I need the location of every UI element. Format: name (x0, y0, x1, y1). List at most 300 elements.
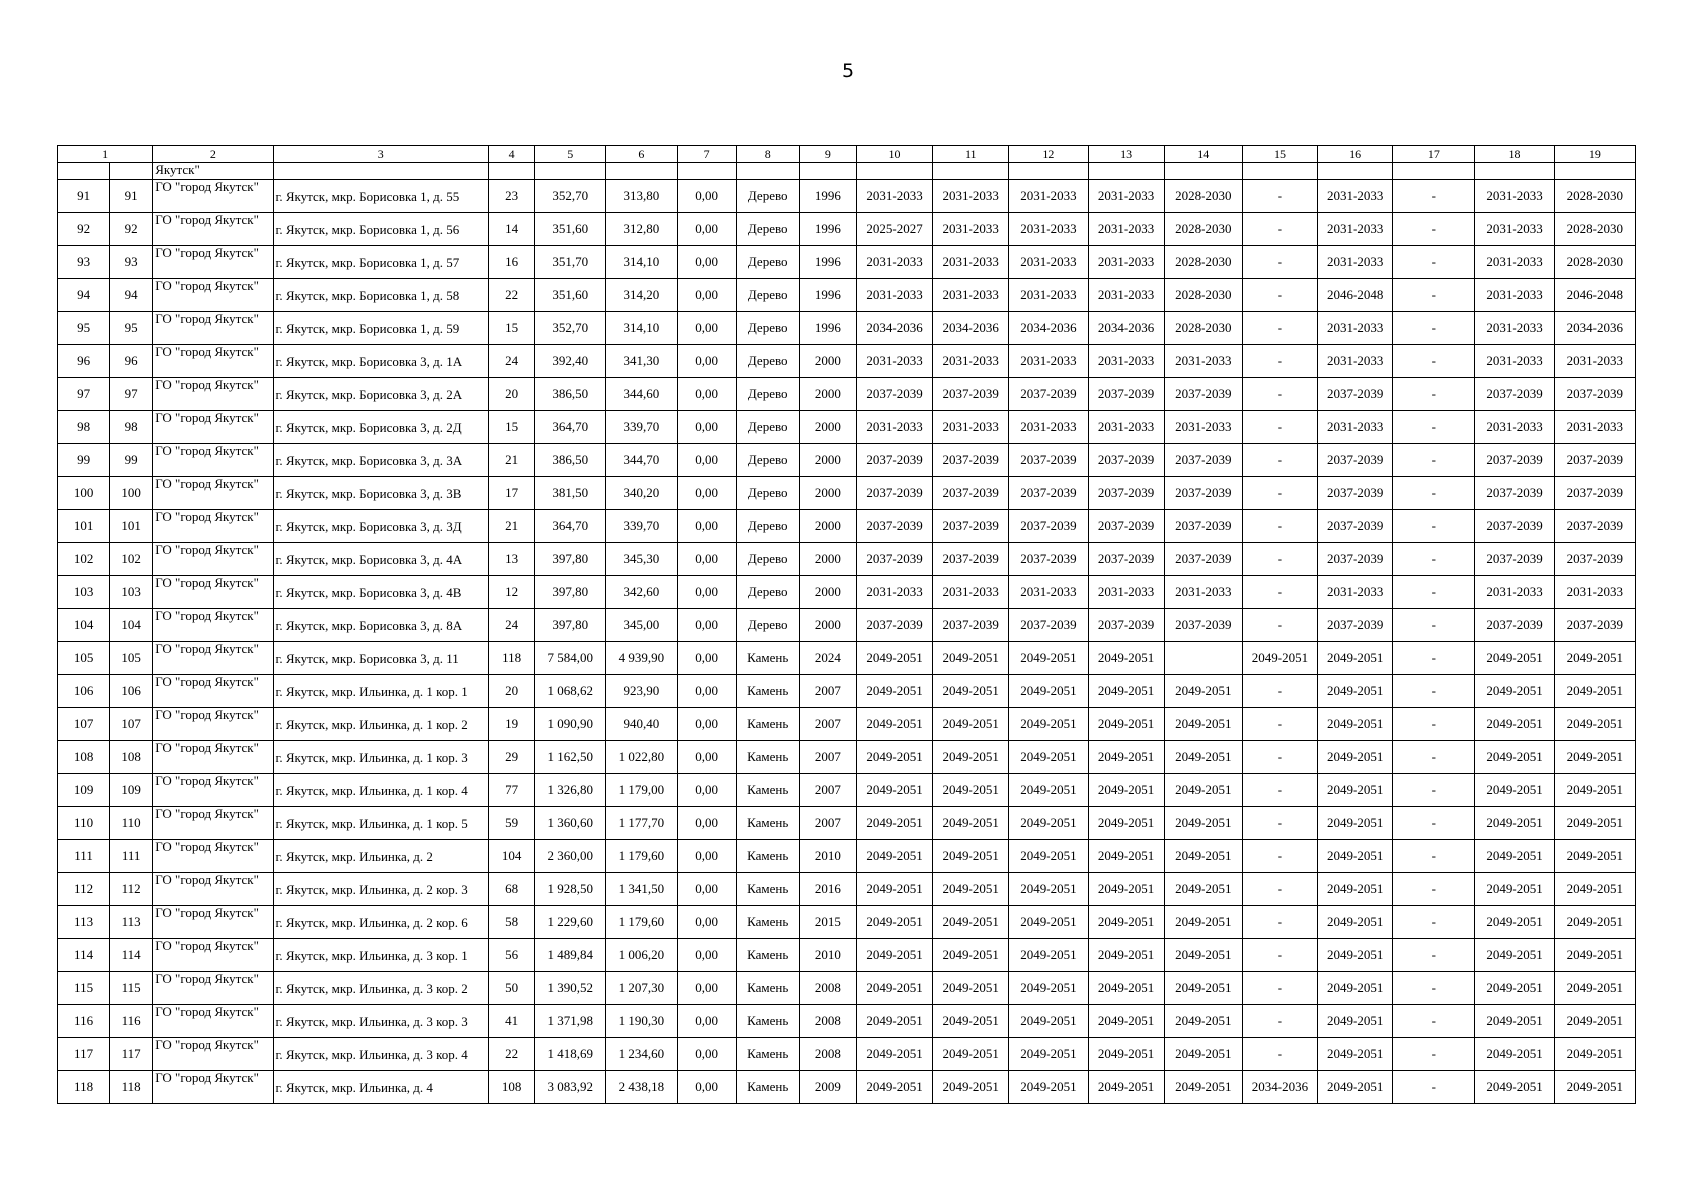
table-cell: 2037-2039 (1088, 477, 1164, 510)
table-cell: 345,00 (606, 609, 677, 642)
table-cell: 0,00 (677, 840, 736, 873)
table-cell: 2049-2051 (1088, 906, 1164, 939)
table-cell: 2031-2033 (1009, 213, 1088, 246)
table-cell: 2049-2051 (1009, 906, 1088, 939)
table-cell: 2031-2033 (1164, 411, 1242, 444)
table-cell: 2049-2051 (1554, 939, 1635, 972)
table-cell: 2037-2039 (1475, 477, 1554, 510)
table-cell: 2049-2051 (856, 774, 932, 807)
table-cell: 1 489,84 (535, 939, 606, 972)
table-cell: ГО "город Якутск" (153, 774, 273, 807)
table-cell: - (1393, 1038, 1475, 1071)
table-cell: 2049-2051 (1475, 774, 1554, 807)
table-cell: 2031-2033 (1318, 411, 1393, 444)
table-cell: - (1242, 840, 1317, 873)
table-cell: 2037-2039 (1318, 477, 1393, 510)
table-cell: Дерево (736, 345, 799, 378)
table-cell: ГО "город Якутск" (153, 576, 273, 609)
table-row (58, 906, 1636, 939)
table-cell: 2037-2039 (856, 444, 932, 477)
table-row (58, 741, 1636, 774)
table-cell: 2031-2033 (933, 213, 1009, 246)
table-cell: 339,70 (606, 411, 677, 444)
table-cell: - (1242, 213, 1317, 246)
table-cell: 2049-2051 (1088, 1071, 1164, 1104)
table-cell: 0,00 (677, 213, 736, 246)
table-cell: 2028-2030 (1554, 180, 1635, 213)
table-cell: 2000 (799, 444, 856, 477)
table-cell: 2037-2039 (1009, 444, 1088, 477)
table-cell: г. Якутск, мкр. Ильинка, д. 2 (273, 840, 489, 873)
table-cell: - (1393, 477, 1475, 510)
table-cell: 341,30 (606, 345, 677, 378)
header-cell: 15 (1242, 146, 1317, 163)
table-cell: 99 (58, 444, 110, 477)
header-cell: 13 (1088, 146, 1164, 163)
table-cell: 102 (58, 543, 110, 576)
table-cell: 312,80 (606, 213, 677, 246)
table-cell: 2049-2051 (1242, 642, 1317, 675)
table-cell: 2049-2051 (1009, 972, 1088, 1005)
table-cell: 2031-2033 (1554, 576, 1635, 609)
table-cell: 2031-2033 (1164, 576, 1242, 609)
table-cell: 17 (489, 477, 535, 510)
table-cell: ГО "город Якутск" (153, 378, 273, 411)
table-cell: Якутск" (153, 163, 273, 180)
table-cell (1318, 163, 1393, 180)
table-cell: Дерево (736, 279, 799, 312)
table-cell: 2049-2051 (1475, 1005, 1554, 1038)
table-cell: - (1393, 345, 1475, 378)
table-cell: ГО "город Якутск" (153, 972, 273, 1005)
table-cell: 381,50 (535, 477, 606, 510)
table-cell: Камень (736, 675, 799, 708)
table-cell: 0,00 (677, 411, 736, 444)
page-number: 5 (841, 60, 855, 82)
table-cell: Камень (736, 774, 799, 807)
table-cell: 2049-2051 (1318, 939, 1393, 972)
table-cell: 68 (489, 873, 535, 906)
table-cell (856, 163, 932, 180)
table-cell: ГО "город Якутск" (153, 840, 273, 873)
table-cell: ГО "город Якутск" (153, 510, 273, 543)
table-cell: 2049-2051 (1088, 939, 1164, 972)
table-cell: ГО "город Якутск" (153, 411, 273, 444)
table-cell (1475, 163, 1554, 180)
table-cell: 2037-2039 (933, 378, 1009, 411)
table-cell: - (1242, 378, 1317, 411)
table-cell: 24 (489, 609, 535, 642)
table-cell: 96 (110, 345, 153, 378)
table-cell: 2007 (799, 774, 856, 807)
table-cell: 91 (110, 180, 153, 213)
table-cell: 2037-2039 (1554, 378, 1635, 411)
table-cell: 2034-2036 (1242, 1071, 1317, 1104)
table-cell: 2 360,00 (535, 840, 606, 873)
table-cell: 2037-2039 (1554, 477, 1635, 510)
table-cell (606, 163, 677, 180)
table-cell: - (1393, 675, 1475, 708)
table-cell: 2049-2051 (1164, 807, 1242, 840)
table-cell: 2000 (799, 609, 856, 642)
table-cell: 2049-2051 (1164, 741, 1242, 774)
table-cell: 2049-2051 (1318, 1005, 1393, 1038)
table-cell: г. Якутск, мкр. Ильинка, д. 4 (273, 1071, 489, 1104)
table-cell: 2049-2051 (933, 972, 1009, 1005)
table-cell: - (1242, 741, 1317, 774)
table-cell: 0,00 (677, 510, 736, 543)
header-cell: 7 (677, 146, 736, 163)
table-cell: 117 (58, 1038, 110, 1071)
table-cell: - (1393, 246, 1475, 279)
table-cell: 0,00 (677, 774, 736, 807)
table-cell: 2049-2051 (1164, 1038, 1242, 1071)
table-cell: 2028-2030 (1164, 180, 1242, 213)
table-cell: ГО "город Якутск" (153, 1071, 273, 1104)
table-cell (736, 163, 799, 180)
table-cell: 2049-2051 (1554, 741, 1635, 774)
table-cell: Дерево (736, 477, 799, 510)
table-cell: 2037-2039 (856, 543, 932, 576)
table-body (58, 146, 1636, 1104)
table-cell: 314,10 (606, 246, 677, 279)
table-cell: 0,00 (677, 312, 736, 345)
table-cell: Дерево (736, 543, 799, 576)
table-cell: 2049-2051 (1088, 1005, 1164, 1038)
table-cell: 2037-2039 (1554, 543, 1635, 576)
table-cell: 2049-2051 (1475, 708, 1554, 741)
table-cell: г. Якутск, мкр. Ильинка, д. 1 кор. 2 (273, 708, 489, 741)
table-cell: г. Якутск, мкр. Борисовка 1, д. 57 (273, 246, 489, 279)
table-cell: 2031-2033 (1475, 411, 1554, 444)
table-cell: 2008 (799, 972, 856, 1005)
table-cell: 1 006,20 (606, 939, 677, 972)
table-cell: Камень (736, 873, 799, 906)
table-cell: 0,00 (677, 345, 736, 378)
data-table (57, 145, 1636, 1104)
table-cell: 2015 (799, 906, 856, 939)
table-cell: 2007 (799, 807, 856, 840)
table-cell: 2037-2039 (1475, 378, 1554, 411)
table-cell: 2049-2051 (1318, 1038, 1393, 1071)
table-cell: 2031-2033 (933, 411, 1009, 444)
table-cell: 1 234,60 (606, 1038, 677, 1071)
table-cell: г. Якутск, мкр. Ильинка, д. 3 кор. 2 (273, 972, 489, 1005)
header-cell: 12 (1009, 146, 1088, 163)
table-cell: 2037-2039 (1554, 510, 1635, 543)
table-cell: 97 (110, 378, 153, 411)
table-cell: 0,00 (677, 642, 736, 675)
table-cell: 1 179,00 (606, 774, 677, 807)
table-cell: 20 (489, 675, 535, 708)
table-cell: ГО "город Якутск" (153, 939, 273, 972)
table-cell: г. Якутск, мкр. Ильинка, д. 1 кор. 3 (273, 741, 489, 774)
table-cell: 313,80 (606, 180, 677, 213)
table-row (58, 411, 1636, 444)
table-cell: 342,60 (606, 576, 677, 609)
table-cell: Дерево (736, 609, 799, 642)
table-cell: 1 190,30 (606, 1005, 677, 1038)
table-cell: 2008 (799, 1038, 856, 1071)
table-cell: 0,00 (677, 675, 736, 708)
table-cell: 2028-2030 (1164, 279, 1242, 312)
table-cell: 2049-2051 (933, 774, 1009, 807)
table-cell: - (1393, 378, 1475, 411)
table-cell: 2000 (799, 411, 856, 444)
table-cell: 2049-2051 (1318, 873, 1393, 906)
table-cell: 58 (489, 906, 535, 939)
table-cell: 0,00 (677, 906, 736, 939)
table-cell: 101 (110, 510, 153, 543)
table-cell: ГО "город Якутск" (153, 345, 273, 378)
table-cell: 2037-2039 (933, 609, 1009, 642)
table-cell: 2031-2033 (1475, 180, 1554, 213)
table-cell: 2028-2030 (1164, 246, 1242, 279)
table-cell: 2037-2039 (1164, 477, 1242, 510)
table-cell: 2031-2033 (1475, 576, 1554, 609)
table-cell: г. Якутск, мкр. Борисовка 3, д. 2А (273, 378, 489, 411)
table-cell: 2049-2051 (1475, 1038, 1554, 1071)
table-cell: 2031-2033 (856, 180, 932, 213)
table-cell: 2031-2033 (1088, 576, 1164, 609)
table-cell: 106 (110, 675, 153, 708)
table-cell: 2049-2051 (1088, 840, 1164, 873)
table-cell: - (1393, 906, 1475, 939)
table-cell: - (1242, 180, 1317, 213)
table-cell: 351,60 (535, 213, 606, 246)
table-cell: Камень (736, 807, 799, 840)
table-cell: г. Якутск, мкр. Ильинка, д. 3 кор. 4 (273, 1038, 489, 1071)
table-cell: 94 (110, 279, 153, 312)
table-cell: 16 (489, 246, 535, 279)
table-cell: - (1393, 708, 1475, 741)
table-cell: 108 (58, 741, 110, 774)
table-cell: - (1242, 873, 1317, 906)
table-cell: 2031-2033 (856, 345, 932, 378)
table-cell: 0,00 (677, 378, 736, 411)
table-cell: 2031-2033 (933, 246, 1009, 279)
table-cell: - (1242, 807, 1317, 840)
table-cell: 2049-2051 (1318, 840, 1393, 873)
table-cell: 2049-2051 (1318, 906, 1393, 939)
table-cell: 2037-2039 (1088, 543, 1164, 576)
table-cell: 118 (110, 1071, 153, 1104)
table-cell: 2009 (799, 1071, 856, 1104)
continuation-row (58, 163, 1636, 180)
table-cell: 923,90 (606, 675, 677, 708)
header-cell: 8 (736, 146, 799, 163)
table-cell: 2049-2051 (1164, 708, 1242, 741)
table-cell: - (1393, 444, 1475, 477)
table-cell: 2049-2051 (1475, 807, 1554, 840)
table-cell: 397,80 (535, 609, 606, 642)
table-cell: 2037-2039 (1318, 609, 1393, 642)
table-cell: 2031-2033 (856, 411, 932, 444)
table-cell: 98 (58, 411, 110, 444)
table-cell: 2010 (799, 840, 856, 873)
table-cell: 2049-2051 (1318, 774, 1393, 807)
table-cell: 104 (489, 840, 535, 873)
table-cell: 2037-2039 (1475, 609, 1554, 642)
table-cell: г. Якутск, мкр. Ильинка, д. 3 кор. 3 (273, 1005, 489, 1038)
header-cell: 16 (1318, 146, 1393, 163)
table-row (58, 972, 1636, 1005)
table-cell: 364,70 (535, 411, 606, 444)
table-cell: 340,20 (606, 477, 677, 510)
table-cell: 0,00 (677, 939, 736, 972)
table-cell: 111 (58, 840, 110, 873)
table-cell: 2037-2039 (1088, 609, 1164, 642)
table-row (58, 312, 1636, 345)
table-cell: Дерево (736, 312, 799, 345)
header-cell: 11 (933, 146, 1009, 163)
table-cell: 2049-2051 (1164, 972, 1242, 1005)
table-cell: г. Якутск, мкр. Борисовка 1, д. 58 (273, 279, 489, 312)
table-cell: 2031-2033 (1475, 246, 1554, 279)
table-cell: 2049-2051 (856, 708, 932, 741)
table-cell: 2049-2051 (1009, 708, 1088, 741)
table-cell (1164, 163, 1242, 180)
table-cell: 2049-2051 (1009, 741, 1088, 774)
table-cell: г. Якутск, мкр. Борисовка 1, д. 59 (273, 312, 489, 345)
table-cell: - (1242, 477, 1317, 510)
table-cell: 2037-2039 (933, 444, 1009, 477)
table-cell: - (1242, 675, 1317, 708)
table-cell (1242, 163, 1317, 180)
table-cell: 2031-2033 (1475, 345, 1554, 378)
table-cell: 101 (58, 510, 110, 543)
table-row (58, 576, 1636, 609)
table-cell: 2049-2051 (933, 642, 1009, 675)
table-cell: 0,00 (677, 873, 736, 906)
table-cell (799, 163, 856, 180)
table-cell: 2049-2051 (1318, 807, 1393, 840)
table-cell: 2049-2051 (1475, 972, 1554, 1005)
table-cell: 314,20 (606, 279, 677, 312)
table-cell: Камень (736, 1071, 799, 1104)
table-cell: 2049-2051 (1164, 675, 1242, 708)
table-cell: 2049-2051 (856, 675, 932, 708)
table-cell: 2037-2039 (1318, 444, 1393, 477)
table-cell: 2049-2051 (856, 1005, 932, 1038)
table-cell: 2031-2033 (856, 246, 932, 279)
table-cell: 0,00 (677, 807, 736, 840)
table-cell: 2049-2051 (856, 741, 932, 774)
table-cell: - (1393, 774, 1475, 807)
table-cell: 12 (489, 576, 535, 609)
table-cell (58, 163, 110, 180)
table-cell: 0,00 (677, 972, 736, 1005)
table-cell: 2049-2051 (1164, 774, 1242, 807)
table-cell: 13 (489, 543, 535, 576)
table-cell: - (1393, 642, 1475, 675)
table-cell: ГО "город Якутск" (153, 708, 273, 741)
table-cell: 2049-2051 (1554, 906, 1635, 939)
table-cell: 2037-2039 (1088, 510, 1164, 543)
table-cell: 2037-2039 (1475, 444, 1554, 477)
table-cell: 2037-2039 (1164, 543, 1242, 576)
header-cell: 18 (1475, 146, 1554, 163)
table-cell: - (1242, 279, 1317, 312)
table-cell: ГО "город Якутск" (153, 642, 273, 675)
table-cell: 95 (58, 312, 110, 345)
table-cell: 116 (110, 1005, 153, 1038)
table-cell: 108 (110, 741, 153, 774)
table-cell: - (1242, 246, 1317, 279)
table-cell: 2031-2033 (1318, 576, 1393, 609)
table-cell: 2049-2051 (933, 873, 1009, 906)
table-cell: 2049-2051 (1554, 642, 1635, 675)
table-cell: 2049-2051 (1475, 675, 1554, 708)
table-cell: - (1393, 180, 1475, 213)
table-cell: ГО "город Якутск" (153, 543, 273, 576)
table-cell: 386,50 (535, 444, 606, 477)
table-cell: 2000 (799, 576, 856, 609)
table-cell: 2037-2039 (1318, 510, 1393, 543)
table-cell: 2037-2039 (1318, 543, 1393, 576)
table-cell: 2049-2051 (1554, 774, 1635, 807)
table-cell: 2049-2051 (1088, 1038, 1164, 1071)
table-cell: 110 (110, 807, 153, 840)
table-cell: 2049-2051 (1318, 642, 1393, 675)
table-cell: Камень (736, 708, 799, 741)
table-cell: 112 (110, 873, 153, 906)
table-cell: 94 (58, 279, 110, 312)
table-cell: 1996 (799, 213, 856, 246)
table-cell: 23 (489, 180, 535, 213)
table-cell: 1996 (799, 246, 856, 279)
table-cell: 2049-2051 (1088, 642, 1164, 675)
table-cell: 2049-2051 (1554, 1038, 1635, 1071)
table-cell: - (1393, 840, 1475, 873)
table-cell: 108 (489, 1071, 535, 1104)
table-cell: 2049-2051 (1318, 1071, 1393, 1104)
table-cell: 14 (489, 213, 535, 246)
table-cell: 2031-2033 (1318, 312, 1393, 345)
table-cell: 1 326,80 (535, 774, 606, 807)
table-cell: Дерево (736, 444, 799, 477)
table-cell: 56 (489, 939, 535, 972)
table-cell: - (1393, 873, 1475, 906)
table-cell: 1 162,50 (535, 741, 606, 774)
table-cell: 351,60 (535, 279, 606, 312)
table-cell: г. Якутск, мкр. Борисовка 3, д. 11 (273, 642, 489, 675)
table-cell: 4 939,90 (606, 642, 677, 675)
table-cell: 2031-2033 (1164, 345, 1242, 378)
table-cell: 1 090,90 (535, 708, 606, 741)
table-cell: 2031-2033 (1088, 246, 1164, 279)
table-cell: 0,00 (677, 543, 736, 576)
table-cell: 2007 (799, 708, 856, 741)
table-cell: 2037-2039 (856, 609, 932, 642)
table-cell: г. Якутск, мкр. Ильинка, д. 1 кор. 5 (273, 807, 489, 840)
table-cell: 2049-2051 (1088, 708, 1164, 741)
header-cell: 19 (1554, 146, 1635, 163)
table-cell: Камень (736, 840, 799, 873)
table-cell: 2049-2051 (933, 939, 1009, 972)
table-cell: - (1393, 213, 1475, 246)
table-cell: 2049-2051 (933, 807, 1009, 840)
table-cell: 2037-2039 (933, 510, 1009, 543)
table-row (58, 279, 1636, 312)
table-cell: г. Якутск, мкр. Борисовка 3, д. 1А (273, 345, 489, 378)
table-cell: 2037-2039 (1009, 510, 1088, 543)
table-cell: 2037-2039 (1164, 510, 1242, 543)
table-row (58, 840, 1636, 873)
table-cell: 1 068,62 (535, 675, 606, 708)
table-row (58, 873, 1636, 906)
table-row (58, 774, 1636, 807)
